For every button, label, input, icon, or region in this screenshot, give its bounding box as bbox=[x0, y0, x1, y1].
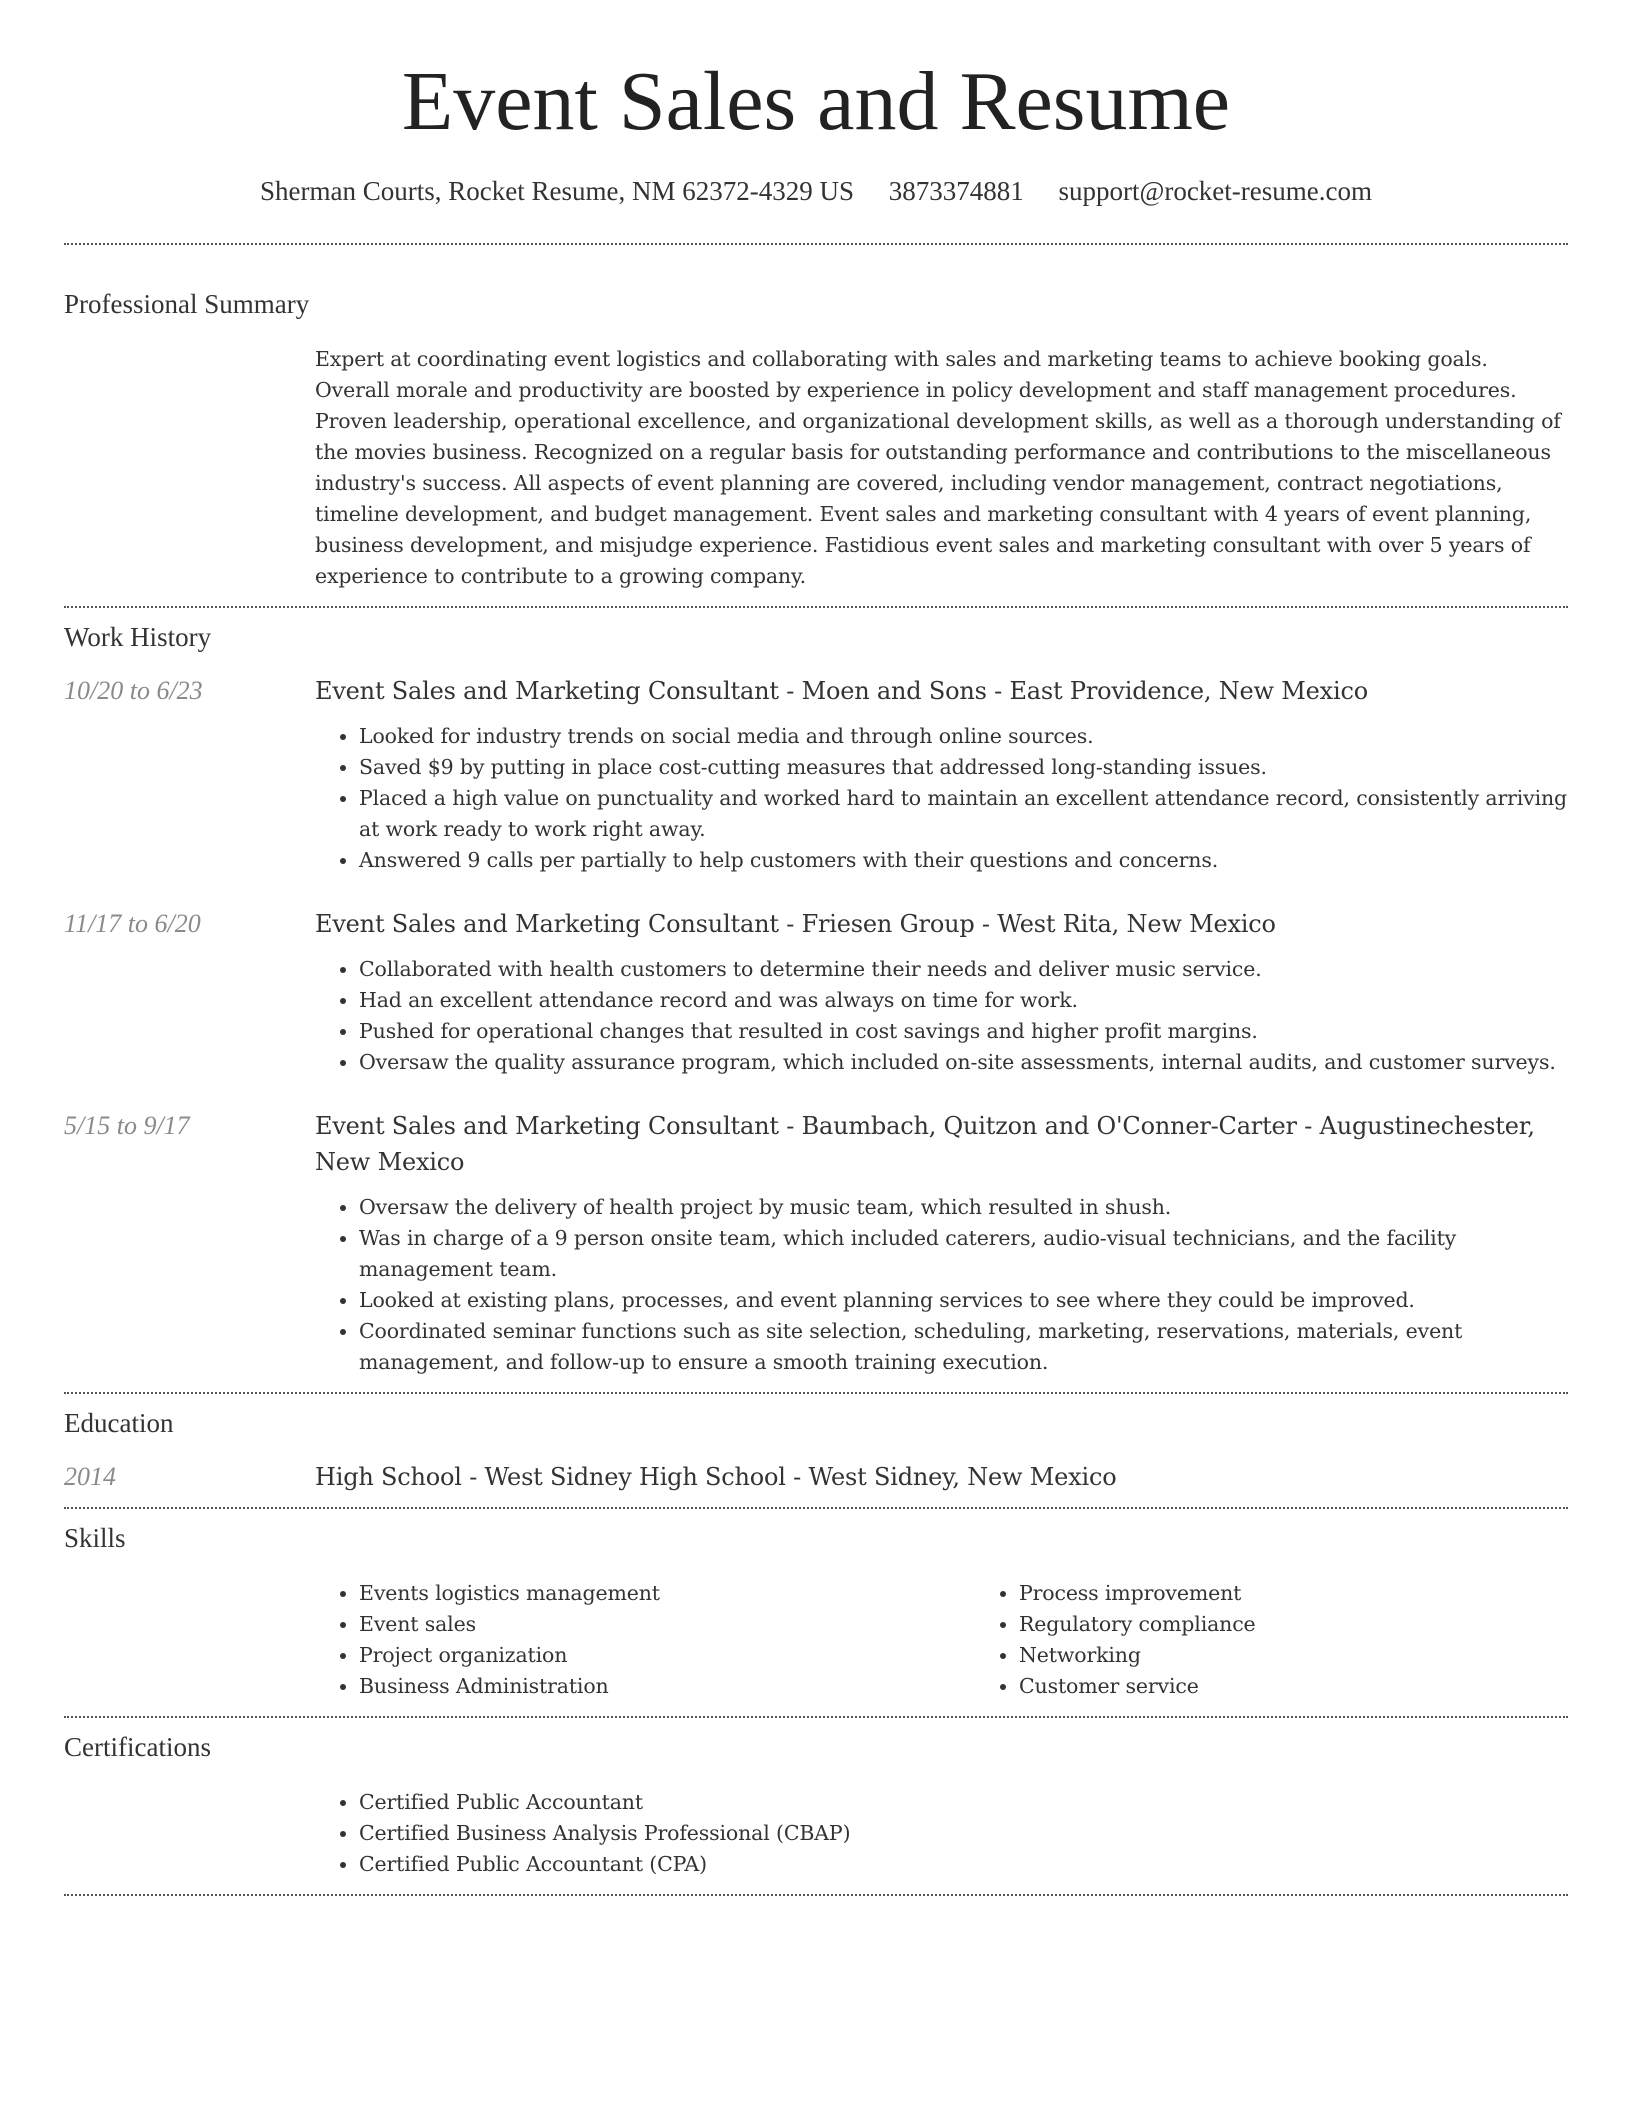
education-degree: High School bbox=[315, 1463, 462, 1491]
job-bullet: • Collaborated with health customers to determine their needs and deliver music service. bbox=[359, 954, 1568, 985]
divider bbox=[64, 1507, 1568, 1509]
skill-item: • Project organization bbox=[359, 1640, 975, 1671]
education-title bbox=[315, 1459, 1568, 1495]
job-bullet: • Was in charge of a 9 person onsite team, which included caterers, audio-visual technicians, and the facility management team. bbox=[359, 1223, 1568, 1285]
education-year: 2014 bbox=[64, 1462, 116, 1491]
job-role: Event Sales and Marketing Consultant bbox=[315, 910, 779, 938]
contact-address: Sherman Courts, Rocket Resume, NM 62372-4329 US bbox=[260, 176, 854, 206]
summary-text: Expert at coordinating event logistics and collaborating with sales and marketing teams to achieve booking goals. Overall morale and productivity are boosted by experience in policy development and staff management procedures. Proven leadership, operational excellence, and organizational development skills, as well as a thorough understanding of the movies business. Recognized on a regular basis for outstanding performance and contributions to the miscellaneous industry's success. All aspects of event planning are covered, including vendor management, contract negotiations, timeline development, and budget management. Event sales and marketing consultant with 4 years of event planning, business development, and misjudge experience. Fastidious event sales and marketing consultant with over 5 years of experience to contribute to a growing company. bbox=[315, 347, 1561, 588]
job-title bbox=[315, 1108, 1568, 1180]
job-bullet: • Looked at existing plans, processes, and event planning services to see where they could be improved. bbox=[359, 1285, 1568, 1316]
skill-item: • Networking bbox=[1019, 1640, 1256, 1671]
job-dates: 10/20 to 6/23 bbox=[64, 676, 203, 705]
job-title bbox=[315, 906, 1568, 942]
certification-item: • Certified Public Accountant bbox=[359, 1787, 1568, 1818]
job-dates: 11/17 to 6/20 bbox=[64, 909, 201, 938]
job-details: - Moen and Sons - East Providence, New Mexico bbox=[778, 677, 1368, 705]
divider bbox=[64, 1894, 1568, 1896]
job-role: Event Sales and Marketing Consultant bbox=[315, 677, 779, 705]
education-entry bbox=[64, 1459, 1568, 1495]
job-entry bbox=[64, 906, 1568, 1078]
job-details: - Baumbach, Quitzon and O'Conner-Carter - Augustinechester, New Mexico bbox=[315, 1112, 1535, 1176]
certification-item: • Certified Public Accountant (CPA) bbox=[359, 1849, 1568, 1880]
skills-list bbox=[315, 1578, 975, 1702]
job-bullet: • Had an excellent attendance record and was always on time for work. bbox=[359, 985, 1568, 1016]
certifications-list bbox=[315, 1787, 1568, 1880]
section-title-work: Work History bbox=[64, 622, 212, 652]
resume-name: Event Sales and Resume bbox=[401, 55, 1231, 148]
job-bullet: • Placed a high value on punctuality and worked hard to maintain an excellent attendance record, consistently arriving at work ready to work right away. bbox=[359, 783, 1568, 845]
job-bullet: • Looked for industry trends on social media and through online sources. bbox=[359, 721, 1568, 752]
contact-line bbox=[64, 178, 1568, 205]
education-details: - West Sidney High School - West Sidney, New Mexico bbox=[461, 1463, 1117, 1491]
divider bbox=[64, 606, 1568, 608]
skill-item: • Customer service bbox=[1019, 1671, 1256, 1702]
job-details: - Friesen Group - West Rita, New Mexico bbox=[778, 910, 1276, 938]
job-bullet: • Answered 9 calls per partially to help customers with their questions and concerns. bbox=[359, 845, 1568, 876]
job-bullets bbox=[315, 954, 1568, 1078]
skill-item: • Process improvement bbox=[1019, 1578, 1256, 1609]
section-title-summary: Professional Summary bbox=[64, 289, 310, 319]
job-bullet: • Oversaw the delivery of health project by music team, which resulted in shush. bbox=[359, 1192, 1568, 1223]
skill-item: • Regulatory compliance bbox=[1019, 1609, 1256, 1640]
summary-section bbox=[64, 291, 1568, 592]
certification-item: • Certified Business Analysis Professional (CBAP) bbox=[359, 1818, 1568, 1849]
certifications-section bbox=[64, 1734, 1568, 1880]
education-section bbox=[64, 1410, 1568, 1495]
section-title-education: Education bbox=[64, 1408, 174, 1438]
job-bullet: • Pushed for operational changes that resulted in cost savings and higher profit margins. bbox=[359, 1016, 1568, 1047]
skills-section bbox=[64, 1525, 1568, 1702]
skills-list bbox=[975, 1578, 1256, 1702]
job-bullet: • Oversaw the quality assurance program, which included on-site assessments, internal audits, and customer surveys. bbox=[359, 1047, 1568, 1078]
job-bullets bbox=[315, 1192, 1568, 1378]
skill-item: • Business Administration bbox=[359, 1671, 975, 1702]
divider bbox=[64, 1392, 1568, 1394]
skill-item: • Event sales bbox=[359, 1609, 975, 1640]
section-title-skills: Skills bbox=[64, 1523, 126, 1553]
job-dates: 5/15 to 9/17 bbox=[64, 1111, 190, 1140]
job-entry bbox=[64, 673, 1568, 876]
work-history-section bbox=[64, 624, 1568, 1378]
job-title bbox=[315, 673, 1568, 709]
divider bbox=[64, 243, 1568, 245]
job-bullets bbox=[315, 721, 1568, 876]
contact-email: support@rocket-resume.com bbox=[1058, 176, 1372, 206]
divider bbox=[64, 1716, 1568, 1718]
job-bullet: • Coordinated seminar functions such as site selection, scheduling, marketing, reservations, materials, event management, and follow-up to ensure a smooth training execution. bbox=[359, 1316, 1568, 1378]
job-role: Event Sales and Marketing Consultant bbox=[315, 1112, 779, 1140]
contact-phone: 3873374881 bbox=[888, 176, 1024, 206]
job-bullet: • Saved $9 by putting in place cost-cutting measures that addressed long-standing issues. bbox=[359, 752, 1568, 783]
section-title-certifications: Certifications bbox=[64, 1732, 211, 1762]
skill-item: • Events logistics management bbox=[359, 1578, 975, 1609]
job-entry bbox=[64, 1108, 1568, 1378]
